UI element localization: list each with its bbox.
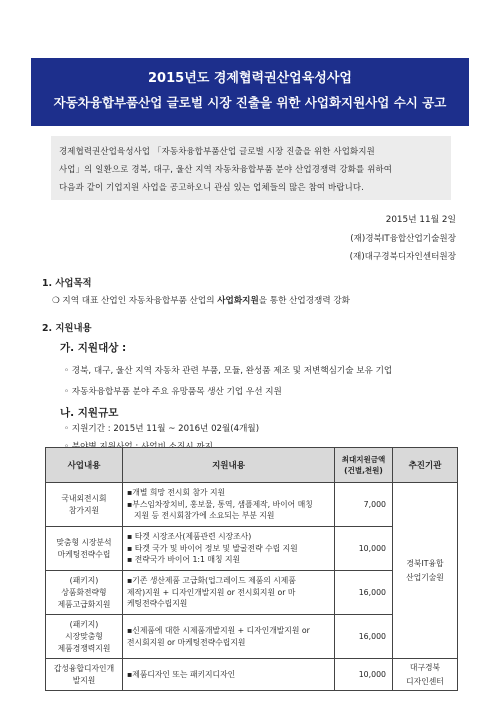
row-amount: 7,000	[335, 483, 393, 527]
support-target-heading: 가. 지원대상 :	[60, 342, 127, 354]
table-header-row	[46, 448, 458, 483]
intro-box	[51, 136, 451, 200]
category-line: 상품화전략형	[61, 587, 107, 597]
row-amount: 10,000	[335, 527, 393, 571]
row-category	[46, 659, 123, 691]
row-category	[46, 527, 123, 571]
row-content	[123, 483, 335, 527]
intro-line: 경제협력권산업육성사업 「자동차융합부품산업 글로벌 시장 진출을 위한 사업화지원	[59, 146, 375, 156]
support-target-item: ◦ 자동차융합부품 분야 주요 유망품목 생산 기업 우선 지원	[64, 387, 282, 397]
content-line: ▪기존 생산제품 고급화(업그레이드 제품의 시제품	[127, 576, 296, 586]
section-1-heading: 1. 사업목적	[42, 278, 92, 289]
support-scale-heading: 나. 지원규모	[60, 407, 119, 419]
org-line: 디자인센터	[406, 676, 444, 686]
title-banner	[31, 58, 469, 126]
category-line: 제품고급화지원	[57, 599, 111, 609]
support-scale-item: ◦ 지원기간 : 2015년 11월 ~ 2016년 02월(4개월)	[64, 424, 260, 434]
purpose-prefix: ❍ 지역 대표 산업인 자동차융합부품 산업의	[52, 296, 218, 306]
header-amount-line: 최대지원금액	[341, 455, 386, 464]
category-line: 갑성융합디자인개	[53, 663, 115, 673]
content-line: ▪ 전략국가 바이어 1:1 매칭 지원	[127, 555, 241, 565]
category-line: 마케팅전략수립	[57, 549, 111, 559]
category-line: 참가지원	[68, 505, 100, 515]
category-line: (패키지)	[69, 575, 99, 585]
table-header: 추진기관	[393, 448, 458, 483]
section-1-purpose	[52, 294, 350, 306]
purpose-emphasis: 사업화지원	[217, 296, 259, 306]
title-line-1: 2015년도 경제협력권산업육성사업	[148, 71, 352, 86]
category-line: 맞춤형 시장분석	[56, 537, 112, 547]
org-line: 경북IT융합	[406, 558, 444, 568]
content-line: 지원 등 전시회참가에 소요되는 부분 지원	[134, 511, 275, 521]
org-line: 대구경북	[409, 662, 441, 672]
content-line: ▪신제품에 대한 시제품개발지원 + 디자인개발지원 or	[127, 626, 310, 635]
content-line: 제작)지원 + 디자인개발지원 or 전시회지원 or 마	[127, 587, 296, 597]
row-content	[123, 571, 335, 615]
table-header: 지원내용	[123, 448, 335, 483]
table-row	[46, 483, 458, 527]
content-line: ▪제품디자인 또는 패키지디자인	[127, 669, 236, 679]
table-header	[335, 448, 393, 483]
org-cell	[393, 483, 458, 659]
table-row	[46, 659, 458, 691]
row-category	[46, 615, 123, 659]
content-line: ▪ 타겟 시장조사(제품관련 시장조사)	[127, 532, 252, 542]
issuer-org-2: (재)대구경북디자인센터원장	[349, 252, 456, 262]
row-amount: 16,000	[335, 615, 393, 659]
content-line: ▪부스임차장치비, 홍보물, 통역, 샘플제작, 바이어 매칭	[127, 499, 313, 509]
issuer-org-1: (재)경북IT융합산업기술원장	[350, 234, 456, 244]
title-line-2: 자동차융합부품산업 글로벌 시장 진출을 위한 사업화지원사업 수시 공고	[53, 95, 447, 110]
category-line: 시장맞춤형	[65, 631, 103, 641]
announcement-date: 2015년 11월 2일	[385, 215, 456, 225]
row-amount: 10,000	[335, 659, 393, 691]
support-target-item: ◦ 경북, 대구, 울산 지역 자동차 관련 부품, 모듈, 완성품 제조 및 저변핵심기술 보유 기업	[64, 366, 393, 376]
row-content	[123, 527, 335, 571]
header-amount-unit: (건별,천원)	[344, 466, 383, 475]
content-line: ▪ 타겟 국가 및 바이어 정보 및 발굴전략 수립 지원	[127, 543, 298, 553]
intro-line: 사업」의 일환으로 경북, 대구, 울산 지역 자동차융합부품 분야 산업경쟁력 강화를 위하여	[59, 164, 393, 174]
category-line: 발지원	[72, 675, 96, 685]
row-content	[123, 659, 335, 691]
org-line: 산업기술원	[406, 572, 444, 582]
row-category	[46, 571, 123, 615]
section-2-heading: 2. 지원내용	[42, 323, 92, 334]
purpose-suffix: 을 통한 산업경쟁력 강화	[258, 296, 350, 306]
org-cell	[393, 659, 458, 691]
table-header: 사업내용	[46, 448, 123, 483]
intro-line: 다음과 같이 기업지원 사업을 공고하오니 관심 있는 업체들의 많은 참여 바랍니다.	[59, 182, 365, 192]
row-content	[123, 615, 335, 659]
category-line: (패키지)	[69, 619, 99, 629]
category-line: 국내외전시회	[61, 493, 107, 503]
category-line: 제품경쟁력지원	[57, 643, 111, 653]
content-line: ▪개별 희망 전시회 참가 지원	[127, 488, 226, 498]
support-table	[45, 447, 458, 691]
content-line: 케팅전략수립지원	[127, 599, 188, 609]
row-amount: 16,000	[335, 571, 393, 615]
row-category	[46, 483, 123, 527]
content-line: 전시회지원 or 마케팅전략수립지원	[127, 637, 246, 647]
